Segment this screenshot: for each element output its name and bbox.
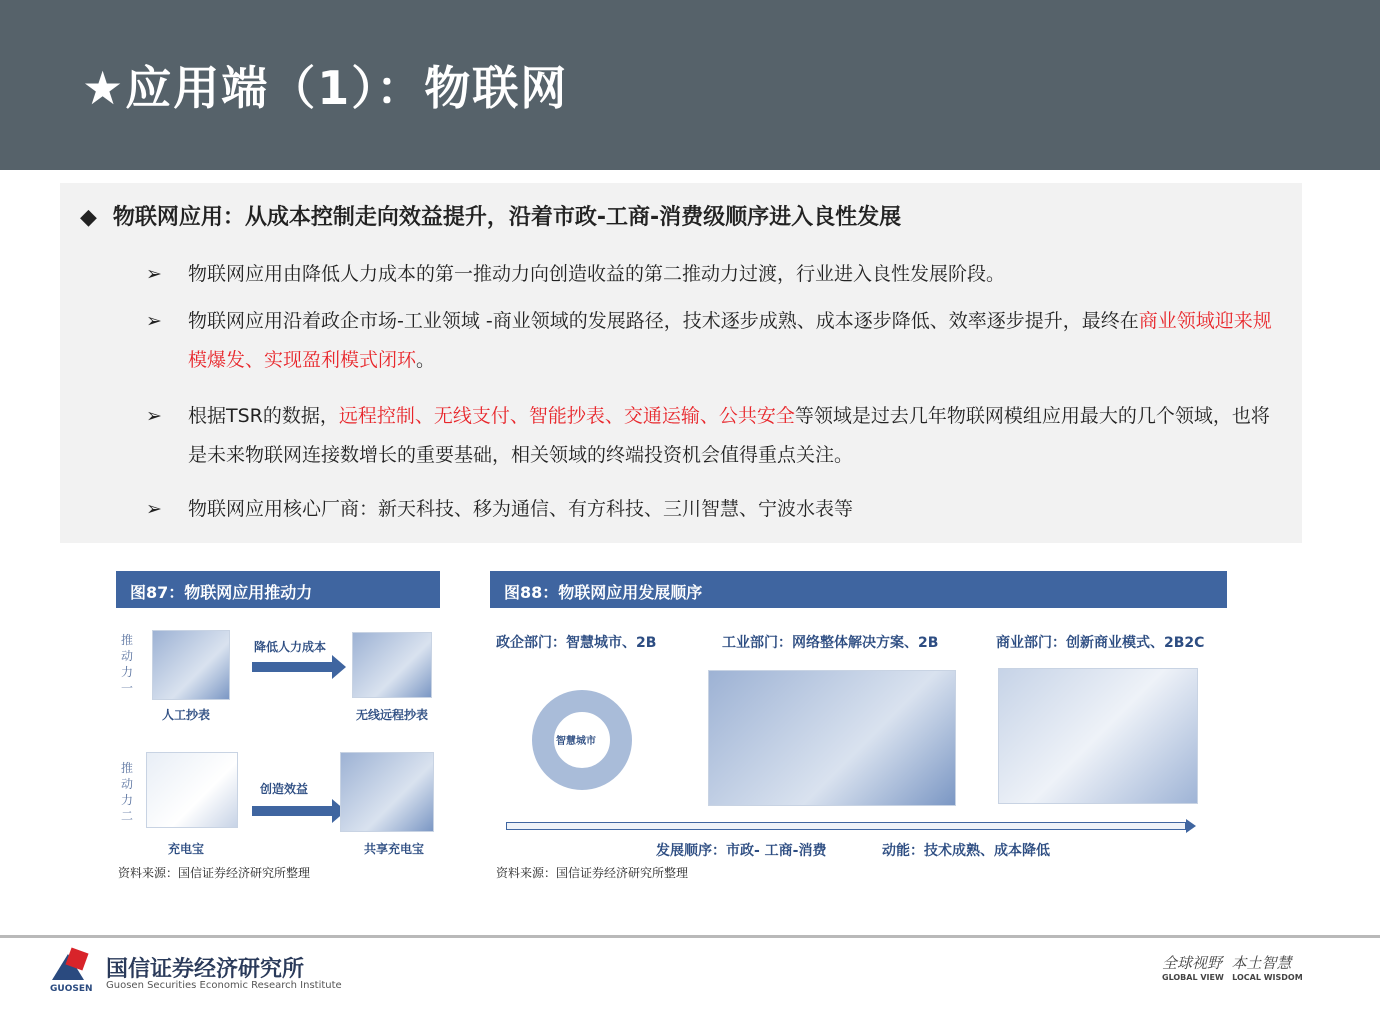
text-segment: 物联网应用核心厂商：新天科技、移为通信、有方科技、三川智慧、宁波水表等 — [188, 498, 854, 520]
fig87-row1-right: 无线远程抄表 — [356, 708, 429, 722]
development-arrow — [506, 822, 1186, 830]
bullet-point — [146, 255, 1276, 294]
bullet-point — [146, 302, 1276, 380]
summary-heading-text: 物联网应用：从成本控制走向效益提升，沿着市政-工商-消费级顺序进入良性发展 — [112, 205, 902, 230]
fig88-section-1: 政企部门：智慧城市、2B — [496, 635, 657, 651]
arrow-bullet-icon: ➢ — [146, 405, 162, 427]
shared-power-bank-image — [340, 752, 434, 832]
manual-meter-reading-image — [152, 630, 230, 700]
text-segment: 等领域是过去几年物联网模组应用最大的几个领域，也将是未来物联网连接数增长的重要基础，相关领域的终端投资机会值得重点关注。 — [188, 405, 1270, 466]
fig87-row1-label: 推动力一 — [120, 633, 133, 695]
page-title: ★应用端（1）：物联网 — [82, 61, 569, 115]
fig87-row1-left: 人工抄表 — [162, 708, 211, 722]
summary-heading — [80, 200, 901, 231]
fig87-row2-right: 共享充电宝 — [364, 842, 425, 856]
fig88-section-3: 商业部门：创新商业模式、2B2C — [996, 635, 1205, 651]
diamond-icon: ◆ — [80, 205, 97, 230]
arrow-head-icon — [1186, 819, 1196, 833]
header-bar — [0, 0, 1380, 170]
logo-en: Guosen Securities Economic Research Institute — [106, 980, 342, 991]
arrow-icon — [252, 806, 332, 816]
highlight-text: 商业领域迎来规模爆发、实现盈利模式闭环 — [188, 310, 1272, 371]
figure-87-title: 图87：物联网应用推动力 — [116, 571, 440, 608]
text-segment: 物联网应用沿着政企市场-工业领域 -商业领域的发展路径，技术逐步成熟、成本逐步降低、效率逐步提升，最终在 — [188, 310, 1139, 332]
logo-cn: 国信证券经济研究所 — [106, 956, 305, 982]
arrow-icon — [252, 662, 332, 672]
text-segment: 物联网应用由降低人力成本的第一推动力向创造收益的第二推动力过渡，行业进入良性发展阶段。 — [188, 263, 1006, 285]
fig88-order: 发展顺序：市政- 工商-消费 — [656, 843, 827, 859]
shared-bike-image — [998, 668, 1198, 804]
fig88-section-2: 工业部门：网络整体解决方案、2B — [722, 635, 939, 651]
logo-mark: GUOSEN — [50, 984, 93, 994]
text-segment: 。 — [416, 349, 436, 371]
footer-divider — [0, 935, 1380, 938]
smart-city-center-label: 智慧城市 — [556, 736, 596, 747]
bullet-text — [188, 302, 1276, 380]
figure-88-title: 图88：物联网应用发展顺序 — [490, 571, 1227, 608]
wireless-meter-image — [352, 632, 432, 698]
bullet-text — [188, 490, 1276, 529]
arrow-bullet-icon: ➢ — [146, 498, 162, 520]
fig87-row2-left: 充电宝 — [168, 842, 205, 856]
bullet-text — [188, 255, 1276, 294]
fig87-source: 资料来源：国信证券经济研究所整理 — [118, 866, 311, 880]
text-segment: 根据TSR的数据， — [188, 405, 339, 427]
slogan-cn: 全球视野 本土智慧 — [1162, 954, 1292, 972]
highlight-text: 远程控制、无线支付、智能抄表、交通运输、公共安全 — [338, 405, 795, 427]
bullet-text — [188, 397, 1276, 475]
fig88-driver: 动能：技术成熟、成本降低 — [882, 843, 1050, 859]
arrow-bullet-icon: ➢ — [146, 310, 162, 332]
bullet-point — [146, 490, 1276, 529]
power-bank-image — [146, 752, 238, 828]
fig87-row1-arrow-label: 降低人力成本 — [254, 640, 327, 654]
fig88-source: 资料来源：国信证券经济研究所整理 — [496, 866, 689, 880]
slogan-en: GLOBAL VIEW LOCAL WISDOM — [1162, 973, 1303, 982]
fig87-row2-arrow-label: 创造效益 — [260, 782, 309, 796]
arrow-bullet-icon: ➢ — [146, 263, 162, 285]
fig87-row2-label: 推动力二 — [120, 761, 133, 823]
industrial-iot-image — [708, 670, 956, 806]
bullet-point — [146, 397, 1276, 475]
